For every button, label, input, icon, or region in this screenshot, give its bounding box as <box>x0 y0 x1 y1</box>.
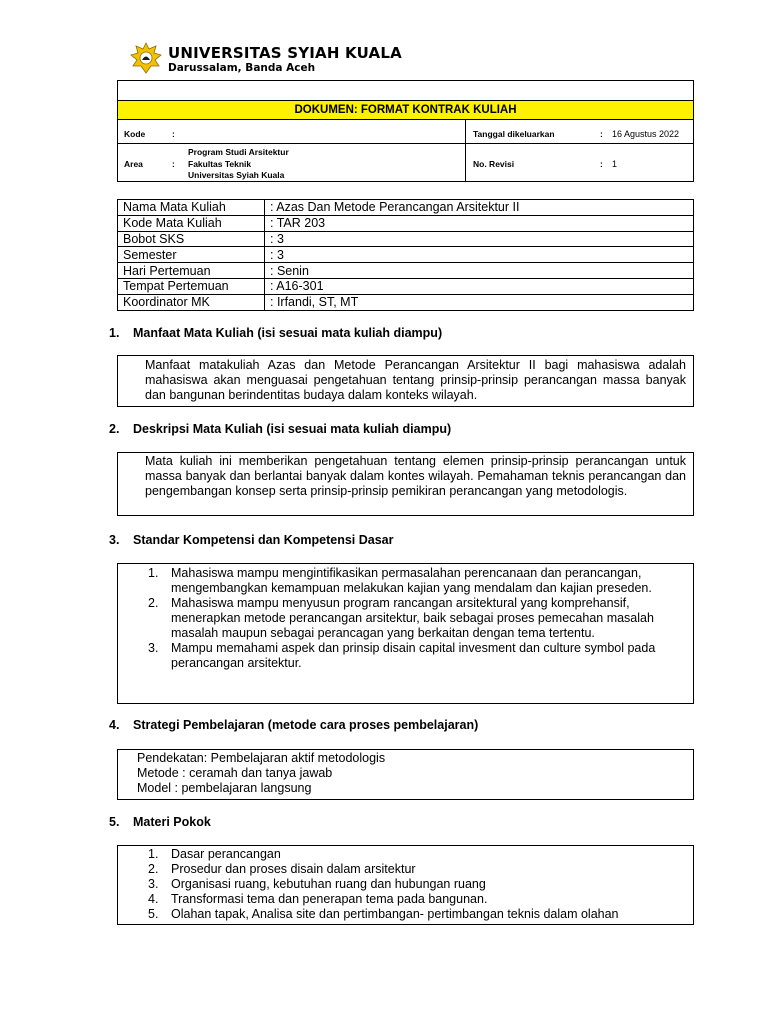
section-title: Materi Pokok <box>133 815 211 829</box>
section-number: 5. <box>109 815 120 829</box>
section-number: 1. <box>109 326 120 340</box>
section-title: Deskripsi Mata Kuliah (isi sesuai mata kuliah diampu) <box>133 422 452 436</box>
table-row <box>118 247 694 263</box>
list-text: Mampu memahami aspek dan prinsip disain capital invesment dan culture symbol pada perancangan arsitektur. <box>171 641 656 670</box>
strategy-line: Metode : ceramah dan tanya jawab <box>137 766 333 780</box>
course-info-table <box>117 199 694 311</box>
section-title: Manfaat Mata Kuliah (isi sesuai mata kuliah diampu) <box>133 326 443 340</box>
info-key: Semester <box>118 247 265 263</box>
list-item <box>118 641 686 671</box>
section-title: Standar Kompetensi dan Kompetensi Dasar <box>133 533 394 547</box>
info-key: Kode Mata Kuliah <box>118 215 265 231</box>
section-number: 4. <box>109 718 120 732</box>
section-title: Strategi Pembelajaran (metode cara proses pembelajaran) <box>133 718 479 732</box>
section-heading <box>109 422 451 436</box>
university-name: UNIVERSITAS SYIAH KUALA <box>168 44 402 62</box>
document-title: DOKUMEN: FORMAT KONTRAK KULIAH <box>118 100 693 120</box>
table-row <box>118 231 694 247</box>
list-item <box>118 596 686 641</box>
topic-list <box>118 847 686 922</box>
section-text: Manfaat matakuliah Azas dan Metode Perancangan Arsitektur II bagi mahasiswa adalah mahasiswa akan menguasai pengetahuan tentang prinsip-prinsip perancangan massa banyak dan bangunan berindentitas budaya dalam konteks wilayah. <box>145 358 686 402</box>
list-number: 4. <box>148 892 159 906</box>
section-5-box <box>117 845 694 925</box>
list-item <box>118 862 686 877</box>
list-number: 2. <box>148 596 159 610</box>
strategy-line: Model : pembelajaran langsung <box>137 781 312 795</box>
list-item <box>118 847 686 862</box>
list-item <box>118 892 686 907</box>
list-text: Mahasiswa mampu mengintifikasikan permasalahan perencanaan dan perancangan, mengembangkan kemampuan melakukan kajian yang mendalam dan kajian preseden. <box>171 566 652 595</box>
table-row <box>118 294 694 310</box>
info-value: : A16-301 <box>265 278 694 294</box>
university-logo <box>130 42 162 74</box>
area-line-2: Fakultas Teknik <box>188 159 252 169</box>
section-4-box <box>117 749 694 800</box>
list-text: Dasar perancangan <box>171 847 281 861</box>
list-number: 5. <box>148 907 159 921</box>
list-text: Olahan tapak, Analisa site dan pertimbangan- pertimbangan teknis dalam olahan <box>171 907 619 921</box>
list-number: 3. <box>148 641 159 655</box>
revisi-label: No. Revisi <box>473 159 515 169</box>
list-number: 2. <box>148 862 159 876</box>
section-heading <box>109 326 442 340</box>
info-key: Bobot SKS <box>118 231 265 247</box>
tanggal-value: 16 Agustus 2022 <box>612 129 680 139</box>
area-label: Area <box>124 159 143 169</box>
list-item <box>118 907 686 922</box>
table-row <box>118 200 694 216</box>
section-heading <box>109 815 211 829</box>
section-number: 2. <box>109 422 120 436</box>
info-value: : Irfandi, ST, MT <box>265 294 694 310</box>
kode-label: Kode <box>124 129 146 139</box>
kode-colon: : <box>172 129 175 139</box>
row-divider <box>118 143 693 144</box>
tanggal-label: Tanggal dikeluarkan <box>473 129 555 139</box>
area-line-3: Universitas Syiah Kuala <box>188 170 285 180</box>
info-value: : Senin <box>265 263 694 279</box>
info-value: : TAR 203 <box>265 215 694 231</box>
revisi-value: 1 <box>612 159 618 169</box>
info-value: : 3 <box>265 231 694 247</box>
list-number: 3. <box>148 877 159 891</box>
document-header-table <box>117 80 694 182</box>
info-value: : 3 <box>265 247 694 263</box>
list-number: 1. <box>148 847 159 861</box>
table-row <box>118 263 694 279</box>
competency-list <box>118 566 686 671</box>
info-key: Nama Mata Kuliah <box>118 200 265 216</box>
section-3-box <box>117 563 694 704</box>
info-value: : Azas Dan Metode Perancangan Arsitektur II <box>265 200 694 216</box>
strategy-line: Pendekatan: Pembelajaran aktif metodologis <box>137 751 386 765</box>
section-1-box <box>117 355 694 407</box>
section-heading <box>109 533 393 547</box>
list-text: Organisasi ruang, kebutuhan ruang dan hubungan ruang <box>171 877 486 891</box>
list-item <box>118 877 686 892</box>
column-divider <box>465 120 466 182</box>
list-text: Transformasi tema dan penerapan tema pada bangunan. <box>171 892 488 906</box>
tanggal-colon: : <box>600 129 603 139</box>
table-row <box>118 215 694 231</box>
info-key: Hari Pertemuan <box>118 263 265 279</box>
university-location: Darussalam, Banda Aceh <box>168 62 316 74</box>
area-colon: : <box>172 159 175 169</box>
list-text: Mahasiswa mampu menyusun program rancangan arsitektural yang komprehansif, menerapkan metode perancangan arsitektur, baik sebagai proses pemecahan masalah masalah maupun sebagai perancagan yang berkaitan dengan tema tertentu. <box>171 596 654 640</box>
section-number: 3. <box>109 533 120 547</box>
area-line-1: Program Studi Arsitektur <box>188 147 289 157</box>
table-row <box>118 278 694 294</box>
info-key: Tempat Pertemuan <box>118 278 265 294</box>
info-key: Koordinator MK <box>118 294 265 310</box>
list-text: Prosedur dan proses disain dalam arsitektur <box>171 862 416 876</box>
list-item <box>118 566 686 596</box>
section-heading <box>109 718 478 732</box>
list-number: 1. <box>148 566 159 580</box>
section-2-box <box>117 452 694 516</box>
revisi-colon: : <box>600 159 603 169</box>
section-text: Mata kuliah ini memberikan pengetahuan tentang elemen prinsip-prinsip perancangan untuk massa banyak dan berlantai banyak dalam kontes wilayah. Pemahaman teknis perancangan dan pengembangan konsep serta prinsip-prinsip pemikiran perancangan yang metodologis. <box>145 454 686 498</box>
